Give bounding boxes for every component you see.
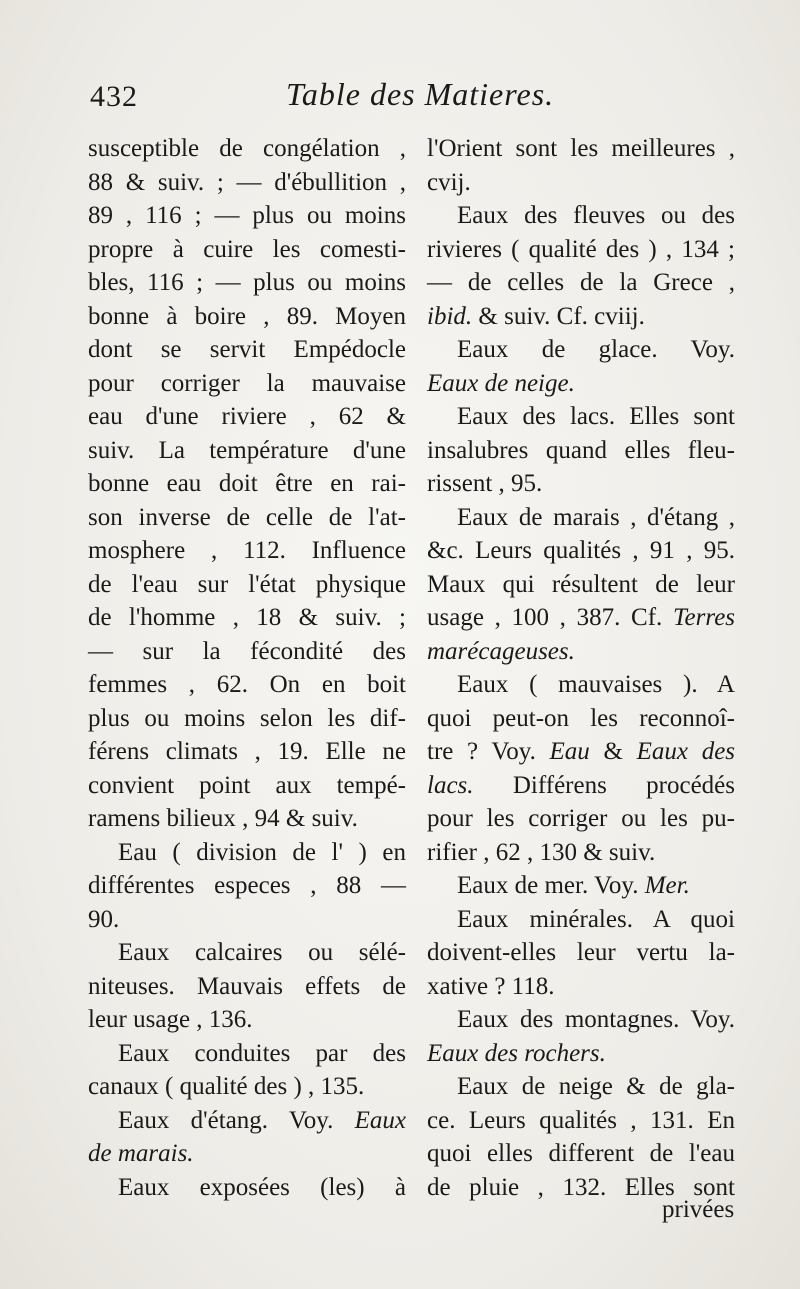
index-line: de l'eau sur l'état physique bbox=[88, 570, 406, 598]
index-line: convient point aux tempé- bbox=[88, 771, 406, 799]
index-line: différentes especes , 88 — bbox=[88, 872, 406, 899]
running-title: Table des Matieres. bbox=[286, 76, 555, 112]
entry-text: & bbox=[603, 738, 623, 765]
index-line: pour corriger la mauvaise bbox=[88, 369, 406, 397]
cross-reference: Eaux des rochers. bbox=[427, 1039, 606, 1067]
index-line bbox=[427, 635, 735, 669]
cross-reference: Eaux de neige. bbox=[427, 369, 575, 397]
index-line: son inverse de celle de l'at- bbox=[88, 503, 406, 531]
index-line: rivieres ( qualité des ) , 134 ; bbox=[427, 235, 735, 263]
index-line: xative ? 118. bbox=[427, 972, 555, 1000]
index-entry-start: Eaux des lacs. Elles sont bbox=[457, 403, 735, 430]
index-line: canaux ( qualité des ) , 135. bbox=[88, 1073, 365, 1100]
index-line: de pluie , 132. Elles sont bbox=[427, 1173, 735, 1201]
index-entry-start: Eau ( division de l' ) en bbox=[118, 838, 406, 866]
index-line bbox=[427, 735, 735, 769]
index-line: — de celles de la Grece , bbox=[427, 269, 735, 296]
index-line: propre à cuire les comesti- bbox=[88, 235, 406, 263]
index-line: plus ou moins selon les dif- bbox=[88, 704, 406, 732]
entry-text: & suiv. Cf. cviij. bbox=[478, 302, 645, 330]
index-line: 88 & suiv. ; — d'ébullition , bbox=[88, 168, 406, 196]
index-line: bles, 116 ; — plus ou moins bbox=[88, 269, 406, 296]
index-line: 89 , 116 ; — plus ou moins bbox=[88, 202, 406, 229]
entry-text: Eaux de mer. Voy. bbox=[457, 872, 639, 899]
cross-reference: Terres bbox=[672, 604, 736, 631]
index-line: quoi peut-on les reconnoî- bbox=[427, 704, 735, 732]
ibid-reference: ibid. bbox=[427, 302, 473, 330]
page-header bbox=[90, 74, 750, 124]
cross-reference: Mer. bbox=[644, 872, 690, 899]
index-line: rissent , 95. bbox=[427, 470, 543, 497]
index-line: dont se servit Empédocle bbox=[88, 336, 406, 363]
index-entry-start bbox=[427, 869, 735, 903]
index-line: femmes , 62. On en boit bbox=[88, 671, 406, 698]
index-line: eau d'une riviere , 62 & bbox=[88, 403, 406, 430]
index-line bbox=[427, 601, 735, 635]
cross-reference: Eaux bbox=[354, 1106, 406, 1134]
index-entry-start: Eaux de neige & de gla- bbox=[457, 1073, 735, 1100]
index-entry-start: Eaux ( mauvaises ). A bbox=[457, 671, 735, 698]
index-line: — sur la fécondité des bbox=[88, 637, 406, 665]
cross-reference: Eau bbox=[549, 738, 590, 765]
index-line: férens climats , 19. Elle ne bbox=[88, 738, 406, 765]
index-entry-start: Eaux de glace. Voy. bbox=[457, 336, 735, 363]
index-entry-start: Eaux conduites par des bbox=[118, 1039, 406, 1067]
entry-text: Eaux d'étang. Voy. bbox=[118, 1106, 334, 1134]
index-entry-start: Eaux des fleuves ou des bbox=[457, 202, 735, 229]
index-entry-start: Eaux calcaires ou sélé- bbox=[118, 939, 406, 966]
cross-reference: Eaux des bbox=[636, 738, 736, 765]
index-entry-start: Eaux de marais , d'étang , bbox=[457, 503, 735, 531]
index-line: insalubres quand elles fleu- bbox=[427, 436, 735, 464]
index-line: doivent-elles leur vertu la- bbox=[427, 939, 735, 966]
index-line: cvij. bbox=[427, 168, 471, 196]
index-line: l'Orient sont les meilleures , bbox=[427, 135, 735, 162]
index-line bbox=[88, 1137, 406, 1171]
cross-reference: marécageuses. bbox=[427, 637, 575, 665]
index-line bbox=[427, 1037, 735, 1071]
catchword: privées bbox=[662, 1196, 735, 1223]
index-entry-start: Eaux minérales. A quoi bbox=[457, 905, 735, 933]
right-column bbox=[427, 132, 735, 1204]
index-line: &c. Leurs qualités , 91 , 95. bbox=[427, 537, 735, 564]
index-line bbox=[427, 367, 735, 401]
index-line: mosphere , 112. Influence bbox=[88, 537, 406, 564]
entry-text: Différens procédés bbox=[512, 771, 735, 799]
index-line: quoi elles different de l'eau bbox=[427, 1140, 735, 1167]
entry-text: tre ? Voy. bbox=[427, 738, 536, 765]
index-line: leur usage , 136. bbox=[88, 1006, 253, 1033]
index-line: Maux qui résultent de leur bbox=[427, 570, 735, 598]
index-line: susceptible de congélation , bbox=[88, 135, 406, 162]
index-line: ramens bilieux , 94 & suiv. bbox=[88, 805, 358, 832]
index-line bbox=[427, 769, 735, 803]
index-line: de l'homme , 18 & suiv. ; bbox=[88, 604, 406, 631]
entry-text: usage , 100 , 387. Cf. bbox=[427, 604, 663, 631]
index-entry-start: Eaux des montagnes. Voy. bbox=[457, 1006, 735, 1033]
index-line: suiv. La température d'une bbox=[88, 436, 406, 464]
cross-reference: de marais. bbox=[88, 1140, 194, 1167]
page-number: 432 bbox=[90, 80, 138, 113]
index-line: rifier , 62 , 130 & suiv. bbox=[427, 838, 656, 866]
index-entry-start bbox=[88, 1104, 406, 1138]
index-line: ce. Leurs qualités , 131. En bbox=[427, 1106, 735, 1134]
left-column bbox=[88, 132, 406, 1204]
index-line: bonne eau doit être en rai- bbox=[88, 470, 406, 497]
index-line: pour les corriger ou les pu- bbox=[427, 805, 735, 832]
index-line bbox=[427, 300, 735, 334]
cross-reference: lacs. bbox=[427, 771, 474, 799]
index-line: niteuses. Mauvais effets de bbox=[88, 972, 406, 1000]
index-entry-start: Eaux exposées (les) à bbox=[118, 1173, 406, 1201]
index-line: bonne à boire , 89. Moyen bbox=[88, 302, 406, 330]
index-line: 90. bbox=[88, 905, 120, 933]
